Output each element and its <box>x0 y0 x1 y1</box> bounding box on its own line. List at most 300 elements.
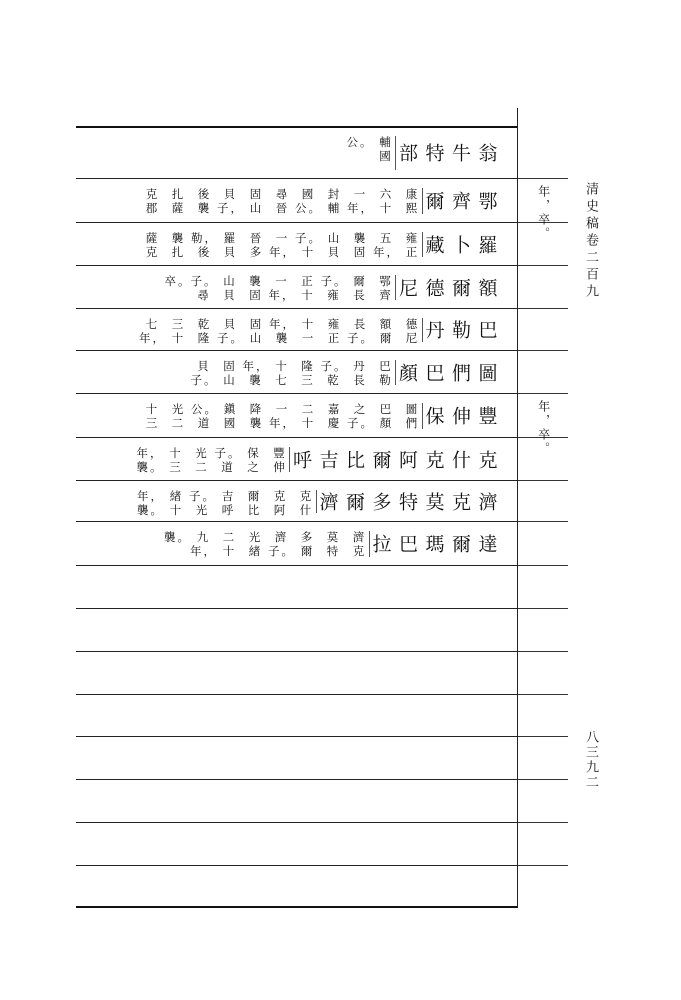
row-rule <box>76 480 518 481</box>
annotation-text: 固 <box>249 317 264 331</box>
annotation-column <box>220 402 242 430</box>
row-title-char: 克 <box>422 449 445 469</box>
row-title-char: 呼 <box>290 449 312 469</box>
annotation-text: 雍 <box>405 231 420 245</box>
annotation-column <box>324 231 346 259</box>
annotation-text: 七 <box>145 317 160 331</box>
annotation-text: 襲 <box>171 231 186 245</box>
annotation-text: 子。 <box>320 274 348 288</box>
row-title-char: 特 <box>396 491 418 511</box>
annotation-text: 降 <box>249 402 264 416</box>
annotation-text: 勒 <box>379 373 393 387</box>
margin-rule <box>518 651 568 652</box>
annotation-column <box>165 446 187 474</box>
annotation-text: 十 <box>301 317 316 331</box>
annotation-text: 晉 <box>249 231 264 245</box>
annotation-text: 克 <box>299 489 314 503</box>
annotation-text: 巴 <box>379 359 393 373</box>
row-title-char: 阿 <box>396 449 418 469</box>
annotation-text: 道 <box>197 416 212 430</box>
annotation-text: 襲 <box>249 373 263 387</box>
row-rule <box>76 178 518 179</box>
table-top-rule <box>76 126 518 128</box>
annotation-text: 濟 <box>352 530 367 544</box>
annotation-text: 們 <box>405 416 420 430</box>
annotation-text: 子。 <box>320 359 348 373</box>
annotation-column <box>218 489 240 517</box>
row-title-char: 特 <box>422 143 445 162</box>
annotation-text: 十 <box>169 503 184 517</box>
row-rule <box>76 437 518 438</box>
annotation-text: 長 <box>353 373 367 387</box>
annotation-text: 貝 <box>223 317 238 331</box>
annotation-text: 德 <box>405 317 420 331</box>
page-number: 八三九二 <box>583 730 598 790</box>
annotation-column <box>375 135 397 163</box>
annotation-column <box>295 231 322 259</box>
annotation-text: 爾 <box>379 331 394 345</box>
row-title-char: 翁 <box>475 143 498 162</box>
annotation-column <box>214 446 242 474</box>
annotation-text: 二 <box>195 460 209 474</box>
title-separator <box>369 531 370 557</box>
annotation-column <box>402 187 424 215</box>
annotation-text: 隆 <box>197 331 212 345</box>
annotation-text: 固 <box>353 245 368 259</box>
row-title-char: 爾 <box>422 191 445 210</box>
row-title-char: 濟 <box>316 491 339 511</box>
annotation-text: 子。 <box>189 489 216 503</box>
annotation-column <box>297 274 319 302</box>
annotation-text: 子。 <box>347 416 374 430</box>
annotation-text: 襲 <box>275 331 290 345</box>
title-separator <box>395 136 396 170</box>
annotation-column <box>246 402 268 430</box>
annotation-column <box>246 317 268 345</box>
annotation-text: 山 <box>327 231 342 245</box>
annotation-text: 二 <box>301 402 316 416</box>
annotation-column <box>346 135 374 149</box>
annotation-text: 輔 <box>379 135 393 149</box>
annotation-text: 爾 <box>353 274 367 288</box>
row-title-char: 克 <box>475 449 498 469</box>
margin-rule <box>518 608 568 609</box>
row-title-char: 德 <box>422 277 445 297</box>
title-separator <box>422 403 423 429</box>
row-rule <box>76 694 518 695</box>
annotation-column <box>269 317 296 345</box>
annotation-text: 九 <box>196 530 211 544</box>
annotation-text: 晉 <box>275 201 290 215</box>
annotation-column <box>189 489 216 517</box>
annotation-text: 豐 <box>273 446 287 460</box>
annotation-text: 山 <box>223 274 237 288</box>
row-rule <box>76 779 518 780</box>
annotation-text: 襲。 <box>136 460 164 474</box>
annotation-text: 公。 <box>191 402 218 416</box>
annotation-column <box>375 359 397 387</box>
row-rule <box>76 521 518 522</box>
row-rule <box>76 608 518 609</box>
annotation-column <box>402 231 424 259</box>
annotation-column <box>191 446 213 474</box>
annotation-text: 丹 <box>353 359 367 373</box>
annotation-text: 襲。 <box>164 530 191 544</box>
annotation-text: 圖 <box>405 402 420 416</box>
annotation-text: 封 <box>327 187 342 201</box>
annotation-column <box>246 231 268 259</box>
row-rule <box>76 265 518 266</box>
row-title-char: 勒 <box>449 320 471 339</box>
annotation-text: 保 <box>247 446 261 460</box>
annotation-column <box>269 446 291 474</box>
annotation-text: 吉 <box>221 489 236 503</box>
annotation-text: 光 <box>248 530 263 544</box>
annotation-column <box>166 489 188 517</box>
annotation-text: 多 <box>249 245 264 259</box>
annotation-text: 扎 <box>171 187 186 201</box>
title-separator <box>422 188 423 214</box>
annotation-column <box>324 317 346 345</box>
annotation-text: 貝 <box>223 245 238 259</box>
row-title-char: 丹 <box>422 320 445 339</box>
annotation-text: 雍 <box>327 288 341 302</box>
annotation-column <box>243 446 265 474</box>
row-title-char: 保 <box>422 406 445 425</box>
annotation-text: 光 <box>195 503 210 517</box>
annotation-column <box>402 317 424 345</box>
margin-rule <box>518 308 568 309</box>
annotation-text: 十 <box>169 446 183 460</box>
row-title-char: 部 <box>396 143 418 162</box>
row-title-char: 爾 <box>449 277 471 297</box>
row-title-char: 莫 <box>422 491 445 511</box>
annotation-text: 年， <box>268 288 296 302</box>
annotation-text: 子。 <box>214 446 242 460</box>
annotation-text: 濟 <box>274 530 289 544</box>
annotation-text: 慶 <box>327 416 342 430</box>
annotation-text: 年， <box>190 544 217 558</box>
annotation-column <box>142 187 164 215</box>
row-title-char: 比 <box>343 449 365 469</box>
annotation-text: 十 <box>145 402 160 416</box>
annotation-text: 子。 <box>190 274 218 288</box>
annotation-column <box>271 359 293 387</box>
annotation-text: 年， <box>269 245 296 259</box>
annotation-text: 公。 <box>346 135 374 149</box>
annotation-text: 隆 <box>301 359 315 373</box>
annotation-text: 正 <box>327 331 342 345</box>
annotation-text: 薩 <box>145 231 160 245</box>
margin-rule <box>518 350 568 351</box>
annotation-column <box>268 530 295 558</box>
row-title-char: 吉 <box>316 449 339 469</box>
annotation-text: 克 <box>352 544 367 558</box>
annotation-text: 熙 <box>405 201 420 215</box>
annotation-text: 正 <box>301 274 315 288</box>
row-title-char: 爾 <box>343 491 365 511</box>
annotation-text: 長 <box>353 288 367 302</box>
annotation-column <box>373 231 400 259</box>
annotation-text: 輔 <box>327 201 342 215</box>
row-title-char: 羅 <box>475 234 498 254</box>
annotation-text: 光 <box>171 402 186 416</box>
annotation-text: 子。 <box>295 231 322 245</box>
row-title-char: 巴 <box>475 320 498 339</box>
annotation-text: 雍 <box>327 317 342 331</box>
annotation-column <box>402 402 424 430</box>
annotation-column <box>246 187 268 215</box>
annotation-text: 康 <box>405 187 420 201</box>
annotation-text: 一 <box>275 402 290 416</box>
row-title-char: 達 <box>475 534 498 553</box>
annotation-text: 襲 <box>249 416 264 430</box>
annotation-text: 年， <box>373 245 400 259</box>
annotation-text: 薩 <box>171 201 186 215</box>
annotation-text: 年， <box>242 359 270 373</box>
row-title-char: 爾 <box>369 449 392 469</box>
row-rule <box>76 308 518 309</box>
annotation-text: 貝 <box>223 187 238 201</box>
annotation-text: 三 <box>145 416 160 430</box>
annotation-text: 克 <box>145 245 160 259</box>
annotation-text: 一 <box>275 274 289 288</box>
annotation-text: 子。 <box>347 331 374 345</box>
annotation-column <box>320 359 348 387</box>
annotation-column <box>272 187 294 215</box>
annotation-column <box>136 446 164 474</box>
margin-rule <box>518 694 568 695</box>
row-title-char: 克 <box>449 491 471 511</box>
annotation-column <box>349 274 371 302</box>
annotation-text: 扎 <box>171 245 186 259</box>
title-separator <box>395 360 396 385</box>
row-title-char: 牛 <box>449 143 471 162</box>
annotation-text: 年， <box>137 489 164 503</box>
annotation-text: 長 <box>353 317 368 331</box>
annotation-text: 尋 <box>197 288 211 302</box>
annotation-text: 一 <box>301 331 316 345</box>
row-title-char: 顏 <box>396 362 418 382</box>
annotation-text: 公。 <box>295 201 322 215</box>
row-title-char: 什 <box>449 449 471 469</box>
annotation-text: 緖 <box>248 544 263 558</box>
margin-rule <box>518 521 568 522</box>
table-bottom-rule <box>76 906 518 908</box>
annotation-text: 羅 <box>223 231 238 245</box>
annotation-text: 尼 <box>405 331 420 345</box>
annotation-text: 七 <box>275 373 289 387</box>
row-title-char: 瑪 <box>422 534 445 553</box>
annotation-column <box>320 274 348 302</box>
annotation-text: 爾 <box>300 544 315 558</box>
annotation-column <box>194 317 216 345</box>
annotation-text: 一 <box>275 231 290 245</box>
annotation-column <box>242 359 270 387</box>
annotation-column <box>190 359 218 387</box>
annotation-column <box>268 274 296 302</box>
annotation-text: 六 <box>379 187 394 201</box>
annotation-column <box>164 274 192 288</box>
margin-rule <box>518 822 568 823</box>
title-separator <box>289 447 290 472</box>
annotation-column <box>295 187 322 215</box>
annotation-text: 山 <box>249 201 264 215</box>
row-title-char: 藏 <box>422 234 445 254</box>
annotation-column <box>142 231 164 259</box>
margin-rule <box>518 480 568 481</box>
annotation-text: 二 <box>222 530 237 544</box>
annotation-column <box>164 530 191 544</box>
annotation-column <box>168 402 190 430</box>
annotation-text: 三 <box>301 373 315 387</box>
title-separator <box>316 490 317 513</box>
annotation-column <box>324 402 346 430</box>
annotation-text: 莫 <box>326 530 341 544</box>
annotation-column <box>219 359 241 387</box>
row-title-char: 們 <box>449 362 471 382</box>
annotation-text: 巴 <box>379 402 394 416</box>
annotation-column <box>269 231 296 259</box>
annotation-column <box>142 402 164 430</box>
annotation-text: 年， <box>139 331 166 345</box>
annotation-text: 爾 <box>247 489 262 503</box>
row-title-char: 齊 <box>449 191 471 210</box>
annotation-column <box>376 402 398 430</box>
margin-rule <box>518 865 568 866</box>
row-title-char: 圖 <box>475 362 498 382</box>
annotation-column <box>245 274 267 302</box>
annotation-text: 顏 <box>379 416 394 430</box>
annotation-text: 乾 <box>327 373 341 387</box>
margin-note: 年，卒。 <box>536 185 551 241</box>
margin-rule <box>518 565 568 566</box>
annotation-text: 克 <box>145 187 160 201</box>
annotation-column <box>269 402 296 430</box>
annotation-text: 後 <box>197 245 212 259</box>
row-title-char: 額 <box>475 277 498 297</box>
annotation-text: 十 <box>222 544 237 558</box>
annotation-text: 年， <box>347 201 374 215</box>
annotation-column <box>297 359 319 387</box>
row-title-char: 豐 <box>475 406 498 425</box>
annotation-text: 鄂 <box>379 274 393 288</box>
annotation-text: 國 <box>379 149 393 163</box>
annotation-text: 襲。 <box>137 503 164 517</box>
annotation-text: 貝 <box>327 245 342 259</box>
annotation-text: 襲 <box>353 231 368 245</box>
row-rule <box>76 350 518 351</box>
annotation-column <box>296 489 318 517</box>
annotation-text: 比 <box>247 503 262 517</box>
annotation-text: 勒， <box>191 231 218 245</box>
annotation-column <box>220 231 242 259</box>
annotation-text: 固 <box>249 288 263 302</box>
annotation-column <box>194 187 216 215</box>
annotation-column <box>297 530 319 558</box>
annotation-text: 十 <box>301 416 316 430</box>
row-title-char: 多 <box>369 491 392 511</box>
annotation-text: 光 <box>195 446 209 460</box>
row-title-char: 尼 <box>396 277 418 297</box>
annotation-column <box>139 317 166 345</box>
annotation-text: 子。 <box>268 544 295 558</box>
margin-rule <box>518 393 568 394</box>
annotation-text: 阿 <box>273 503 288 517</box>
title-separator <box>422 318 423 342</box>
annotation-column <box>219 274 241 302</box>
annotation-column <box>190 274 218 302</box>
margin-note: 年，卒。 <box>536 400 551 456</box>
row-rule <box>76 865 518 866</box>
row-rule <box>76 822 518 823</box>
margin-rule <box>518 178 568 179</box>
annotation-text: 鎭 <box>223 402 238 416</box>
annotation-column <box>375 274 397 302</box>
annotation-column <box>349 359 371 387</box>
title-separator <box>422 232 423 257</box>
row-rule <box>76 736 518 737</box>
annotation-column <box>298 317 320 345</box>
annotation-text: 年， <box>269 416 296 430</box>
annotation-column <box>168 317 190 345</box>
annotation-text: 年， <box>136 446 164 460</box>
annotation-text: 克 <box>273 489 288 503</box>
annotation-text: 之 <box>353 402 368 416</box>
annotation-text: 伸 <box>273 460 287 474</box>
annotation-text: 五 <box>379 231 394 245</box>
annotation-text: 國 <box>301 187 316 201</box>
annotation-column <box>347 402 374 430</box>
row-rule <box>76 565 518 566</box>
annotation-text: 多 <box>300 530 315 544</box>
annotation-column <box>217 317 244 345</box>
annotation-text: 十 <box>301 288 315 302</box>
annotation-text: 子。 <box>217 331 244 345</box>
row-title-char: 拉 <box>369 534 392 553</box>
annotation-text: 後 <box>197 187 212 201</box>
annotation-text: 固 <box>223 359 237 373</box>
annotation-text: 呼 <box>221 503 236 517</box>
annotation-text: 三 <box>169 460 183 474</box>
annotation-text: 二 <box>171 416 186 430</box>
annotation-text: 道 <box>221 460 235 474</box>
row-title-char: 鄂 <box>475 191 498 210</box>
annotation-column <box>298 402 320 430</box>
annotation-column <box>137 489 164 517</box>
annotation-text: 山 <box>249 331 264 345</box>
annotation-text: 特 <box>326 544 341 558</box>
annotation-column <box>324 187 346 215</box>
row-rule <box>76 393 518 394</box>
annotation-column <box>190 530 217 558</box>
book-title: 清史稿卷二百九 <box>583 182 598 301</box>
annotation-column <box>244 489 266 517</box>
annotation-column <box>168 231 190 259</box>
annotation-text: 十 <box>275 359 289 373</box>
annotation-text: 襲 <box>249 274 263 288</box>
annotation-text: 三 <box>171 317 186 331</box>
annotation-column <box>219 530 241 558</box>
annotation-column <box>349 530 371 558</box>
annotation-column <box>323 530 345 558</box>
row-title-char: 巴 <box>422 362 445 382</box>
annotation-text: 之 <box>247 460 261 474</box>
annotation-text: 齊 <box>379 288 393 302</box>
row-title-char: 伸 <box>449 406 471 425</box>
row-title-char: 濟 <box>475 491 498 511</box>
row-rule <box>76 651 518 652</box>
